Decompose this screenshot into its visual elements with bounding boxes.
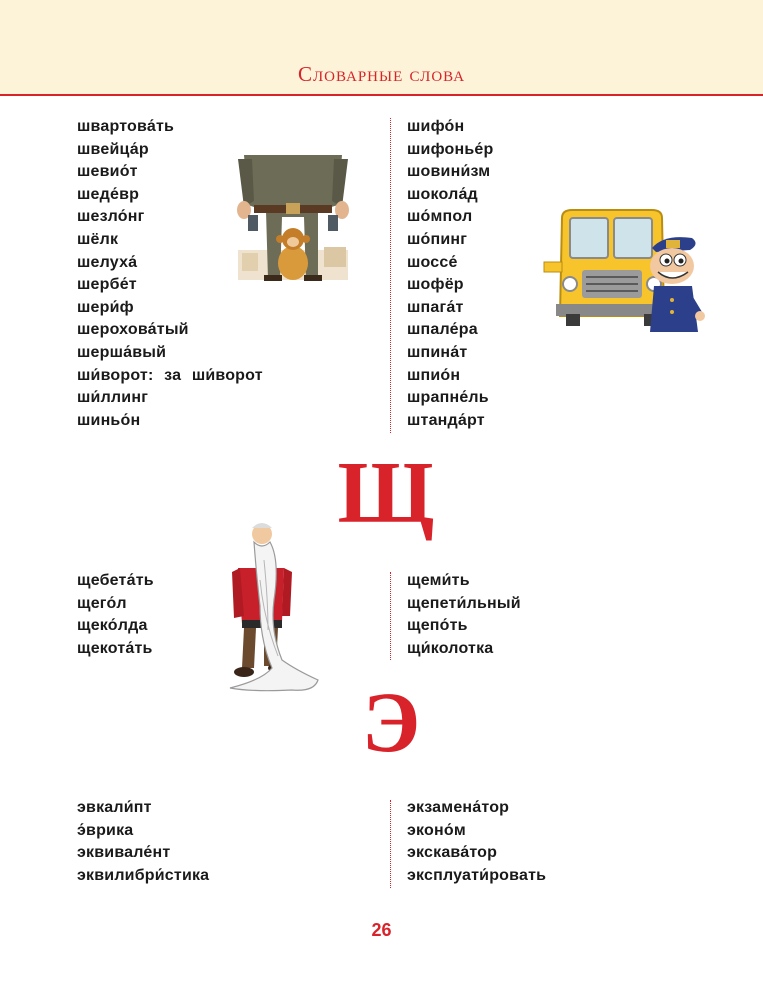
word-item: щепо́ть (407, 617, 468, 635)
word-item: щепети́льный (407, 594, 521, 612)
word-item: э́врика (77, 821, 134, 839)
word-item: щекота́ть (77, 639, 153, 657)
word-item: эвкали́пт (77, 799, 152, 816)
word-item: шо́пинг (407, 230, 468, 248)
word-item: щеко́лда (77, 617, 148, 635)
word-item: шерохова́тый (77, 321, 189, 339)
word-item: шрапне́ль (407, 389, 489, 407)
section-letter-e: Э (361, 674, 421, 770)
header-rule (0, 94, 763, 96)
word-item: шёлк (77, 230, 119, 248)
word-item: щего́л (77, 594, 127, 612)
word-item: эконо́м (407, 821, 466, 839)
word-item: экскава́тор (407, 844, 498, 862)
word-item: шевио́т (77, 163, 138, 181)
sh-column-divider (390, 118, 391, 433)
e-right-column (407, 797, 546, 887)
word-item: щи́колотка (407, 639, 494, 657)
word-item: ши́ллинг (77, 389, 149, 407)
bearded-old-man-illustration (222, 520, 324, 696)
word-item: штанда́рт (407, 411, 485, 429)
word-item: шо́мпол (407, 208, 473, 226)
word-item: эквилибри́стика (77, 866, 210, 884)
word-item: шокола́д (407, 185, 478, 203)
page-title: Словарные слова (297, 62, 466, 86)
word-item: шелуха́ (77, 253, 138, 271)
word-item: швейца́р (77, 140, 149, 158)
shch-left-column (77, 570, 154, 660)
word-item: шпио́н (407, 366, 461, 384)
word-item: шербе́т (77, 276, 137, 294)
word-item: щеми́ть (407, 572, 470, 589)
word-item: шпага́т (407, 298, 464, 316)
word-item: шезло́нг (77, 208, 145, 226)
shch-right-column (407, 570, 521, 660)
word-item: шпале́ра (407, 321, 478, 339)
sh-right-column (407, 116, 494, 432)
e-column-divider (390, 800, 391, 888)
word-item: эквивале́нт (77, 844, 171, 862)
word-item: эксплуати́ровать (407, 866, 547, 884)
word-item: щебета́ть (77, 572, 154, 589)
page-number: 26 (371, 920, 392, 940)
word-item: шерша́вый (77, 343, 167, 361)
word-item: швартова́ть (77, 118, 175, 135)
word-item: шоссе́ (407, 253, 458, 271)
word-item: шифо́н (407, 118, 465, 135)
e-left-column (77, 797, 209, 887)
section-letter-shch: Щ (337, 445, 435, 542)
word-item: экзамена́тор (407, 799, 510, 816)
school-bus-driver-illustration (540, 208, 705, 333)
word-item: шофёр (407, 276, 464, 294)
word-item: шиньо́н (77, 411, 141, 429)
shch-column-divider (390, 572, 391, 660)
word-item: шифонье́р (407, 140, 494, 158)
word-item: шеде́вр (77, 185, 140, 203)
cowboy-monkey-illustration (234, 155, 352, 285)
word-item: шери́ф (77, 298, 134, 316)
word-item: шовини́зм (407, 163, 491, 181)
word-item: шпина́т (407, 343, 468, 361)
word-item: ши́ворот: за ши́ворот (77, 366, 263, 384)
